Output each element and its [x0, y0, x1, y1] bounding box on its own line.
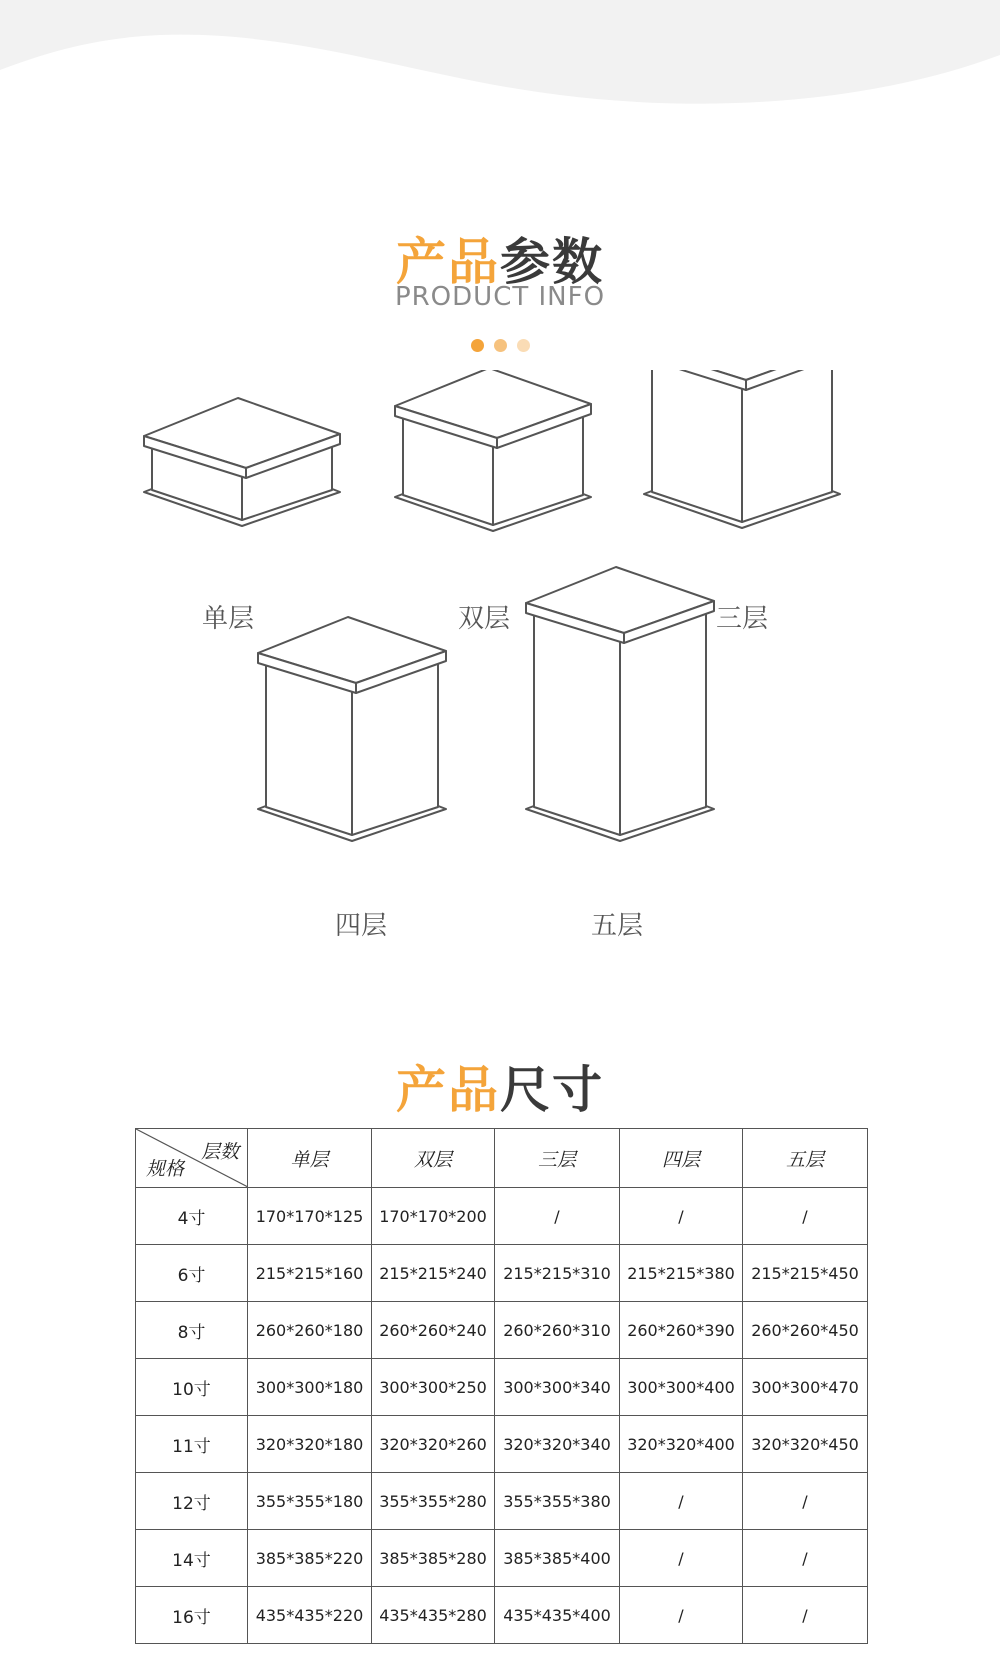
table-cell: / [620, 1530, 743, 1587]
size-title-rest: 尺寸 [500, 1061, 604, 1119]
table-row [136, 1416, 868, 1473]
table-cell: 300*300*250 [372, 1359, 495, 1416]
table-cell: 215*215*380 [620, 1245, 743, 1302]
dot-3 [517, 339, 530, 352]
dot-1 [471, 339, 484, 352]
table-cell: 355*355*380 [495, 1473, 620, 1530]
box-double-illustration [395, 370, 591, 531]
table-row [136, 1587, 868, 1644]
table-cell: / [743, 1587, 868, 1644]
table-cell: 300*300*180 [248, 1359, 372, 1416]
table-cell: 215*215*450 [743, 1245, 868, 1302]
row-size-label: 11寸 [136, 1416, 248, 1473]
row-size-label: 10寸 [136, 1359, 248, 1416]
table-cell: 260*260*180 [248, 1302, 372, 1359]
header-wave-decoration [0, 0, 1000, 130]
table-row [136, 1302, 868, 1359]
box-single-illustration [144, 398, 340, 526]
table-cell: 355*355*280 [372, 1473, 495, 1530]
table-cell: 320*320*400 [620, 1416, 743, 1473]
column-header: 双层 [372, 1129, 495, 1188]
table-row [136, 1473, 868, 1530]
column-header: 单层 [248, 1129, 372, 1188]
column-header: 五层 [743, 1129, 868, 1188]
table-cell: 385*385*400 [495, 1530, 620, 1587]
box-label-double: 双层 [457, 604, 511, 634]
box-label-triple: 三层 [715, 604, 769, 634]
table-row [136, 1359, 868, 1416]
row-size-label: 16寸 [136, 1587, 248, 1644]
row-size-label: 14寸 [136, 1530, 248, 1587]
table-cell: 435*435*280 [372, 1587, 495, 1644]
table-cell: 260*260*450 [743, 1302, 868, 1359]
table-cell: 320*320*450 [743, 1416, 868, 1473]
row-size-label: 8寸 [136, 1302, 248, 1359]
table-cell: 300*300*470 [743, 1359, 868, 1416]
table-cell: 260*260*390 [620, 1302, 743, 1359]
table-cell: 435*435*400 [495, 1587, 620, 1644]
table-cell: 170*170*200 [372, 1188, 495, 1245]
size-table [135, 1128, 868, 1644]
title-rest: 参数 [500, 233, 604, 291]
column-header: 四层 [620, 1129, 743, 1188]
corner-label-layers: 层数 [200, 1141, 239, 1163]
table-cell: 170*170*125 [248, 1188, 372, 1245]
table-cell: 355*355*180 [248, 1473, 372, 1530]
table-cell: 320*320*260 [372, 1416, 495, 1473]
decorative-dots [0, 337, 1000, 356]
table-cell: / [743, 1473, 868, 1530]
row-size-label: 12寸 [136, 1473, 248, 1530]
title-accent: 产品 [396, 233, 500, 291]
table-cell: 215*215*310 [495, 1245, 620, 1302]
table-row [136, 1188, 868, 1245]
table-cell: 300*300*400 [620, 1359, 743, 1416]
table-corner-cell [136, 1129, 248, 1188]
box-quintuple-illustration [526, 567, 714, 841]
size-title-accent: 产品 [396, 1061, 500, 1119]
box-label-quintuple: 五层 [590, 911, 644, 941]
box-label-quadruple: 四层 [334, 911, 388, 941]
table-cell: 385*385*220 [248, 1530, 372, 1587]
table-cell: / [620, 1473, 743, 1530]
table-cell: 435*435*220 [248, 1587, 372, 1644]
row-size-label: 6寸 [136, 1245, 248, 1302]
table-cell: / [743, 1530, 868, 1587]
dot-2 [494, 339, 507, 352]
product-info-subtitle: PRODUCT INFO [394, 282, 606, 312]
table-cell: 300*300*340 [495, 1359, 620, 1416]
table-header-row [136, 1129, 868, 1188]
table-cell: 260*260*310 [495, 1302, 620, 1359]
table-cell: 385*385*280 [372, 1530, 495, 1587]
table-cell: 260*260*240 [372, 1302, 495, 1359]
table-cell: 320*320*180 [248, 1416, 372, 1473]
table-cell: / [620, 1587, 743, 1644]
row-size-label: 4寸 [136, 1188, 248, 1245]
corner-label-spec: 规格 [146, 1158, 185, 1180]
table-cell: 320*320*340 [495, 1416, 620, 1473]
table-cell: 215*215*160 [248, 1245, 372, 1302]
table-cell: / [620, 1188, 743, 1245]
table-cell: / [743, 1188, 868, 1245]
box-label-single: 单层 [201, 604, 255, 634]
box-illustrations [0, 370, 1000, 960]
table-row [136, 1530, 868, 1587]
box-triple-illustration [644, 370, 840, 528]
table-cell: 215*215*240 [372, 1245, 495, 1302]
column-header: 三层 [495, 1129, 620, 1188]
table-row [136, 1245, 868, 1302]
table-cell: / [495, 1188, 620, 1245]
product-size-title [0, 1050, 1000, 1122]
box-quadruple-illustration [258, 617, 446, 841]
